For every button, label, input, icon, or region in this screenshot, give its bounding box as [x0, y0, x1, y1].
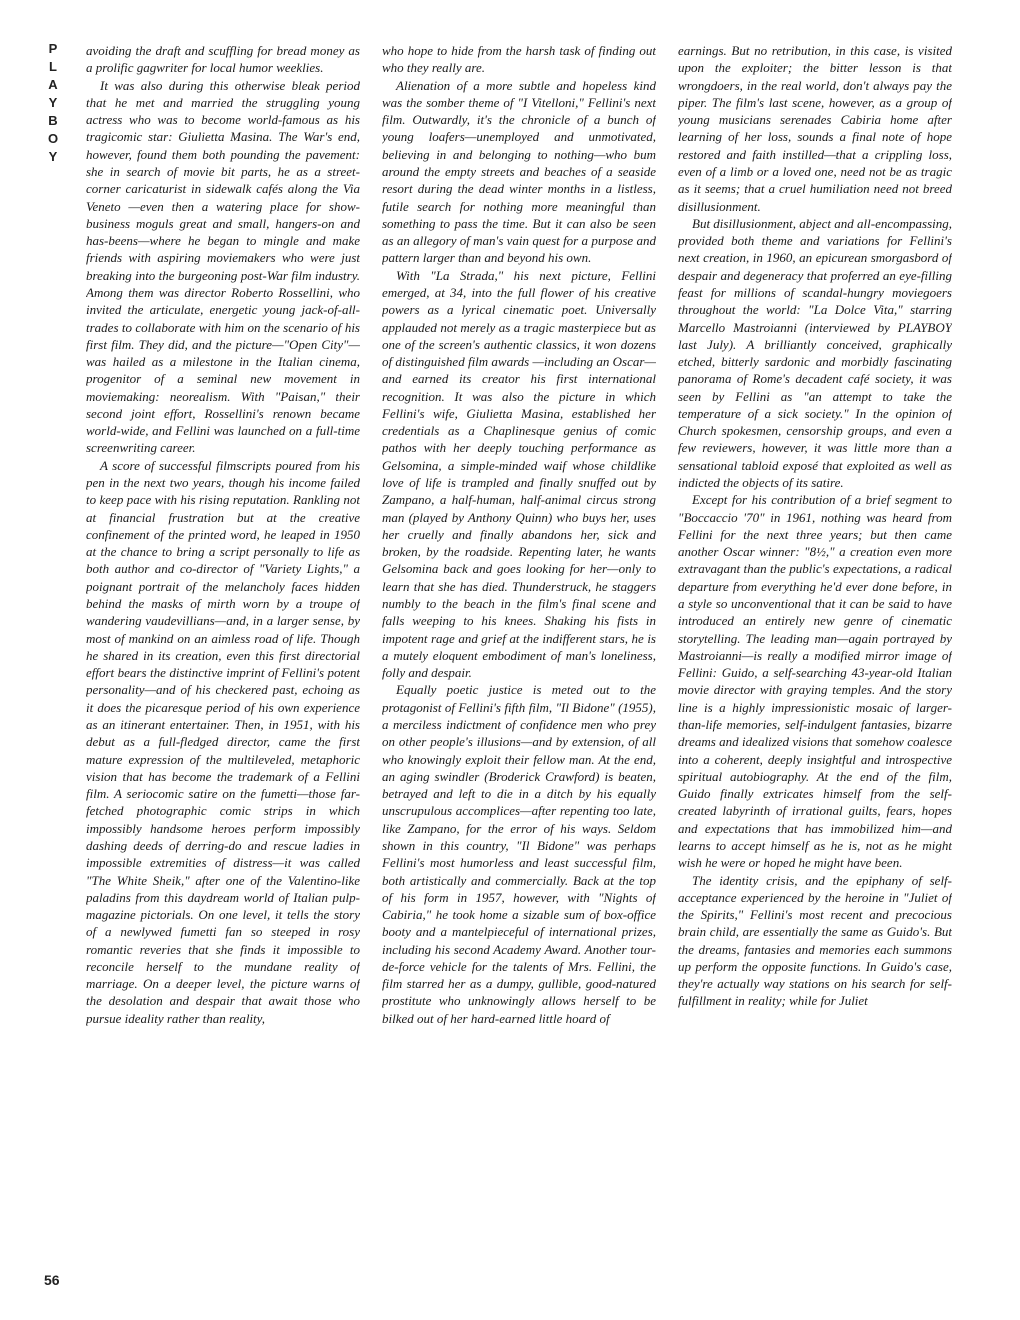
- paragraph: avoiding the draft and scuffling for bread money as a prolific gagwriter for local humor weeklies.: [86, 43, 360, 76]
- paragraph: Equally poetic justice is meted out to the protagonist of Fellini's fifth film, "Il Bidone" (1955), a merciless indictment of confidence men who prey on other people's illusions—and by extension, of all who knowingly exploit their fellow man. At the end, an aging swindler (Broderick Crawford) is beaten, betrayed and left to die in a ditch by his equally unscrupulous accomplices—after repenting too late, like Zampano, for the error of his ways. Seldom shown in this country, "Il Bidone" was perhaps Fellini's most humorless and least successful film, both artistically and commercially. Back at the top of his form in 1957, however, with "Nights of Cabiria," he took home a sizable sum of box-office booty and a mantelpieceful of international prizes, including his second Academy Award. Another tour-de-force vehicle for the talents of Mrs. Fellini, the film starred her as a dumpy, gullible, good-natured prostitute who unknowingly allows herself to be bilked out of her hard-earned little hoard of: [382, 682, 656, 1026]
- magazine-name-letter: Y: [48, 149, 58, 164]
- column-2: [382, 42, 656, 1270]
- paragraph: A score of successful filmscripts poured from his pen in the next two years, though his income failed to keep pace with his rising reputation. Rankling not at financial frustration but at the creative confinement of the printed word, he leaped in 1950 at the chance to bring a script personally to life as both author and co-director of "Variety Lights," a poignant portrait of the melancholy faces hidden behind the masks of mirth worn by a troupe of wandering vaudevillians—and, in a larger sense, by most of mankind on an aimless road of life. Though he shared in its creation, even this first directorial effort bears the distinctive imprint of Fellini's potent personality—and of his checkered past, echoing as it does the picaresque period of his own experience as an itinerant entertainer. Then, in 1951, with his debut as a full-fledged director, came the first mature expression of the multileveled, metaphoric vision that has become the trademark of a Fellini film. A seriocomic satire on the fumetti—those far-fetched photographic comic strips in which impossibly handsome heroes perform impossibly dashing deeds of derring-do and rescue ladies in impossible extremities of distress—it was called "The White Sheik," after one of the Valentino-like paladins from this daydream world of Italian pulp-magazine pictorials. On one level, it tells the story of a newlywed fumetti fan so steeped in rosy romantic reveries that she finds it impossible to reconcile herself to the mundane reality of marriage. On a deeper level, the picture warns of the desolation and despair that await those who pursue ideality rather than reality,: [86, 457, 360, 1026]
- paragraph: With "La Strada," his next picture, Fellini emerged, at 34, into the full flower of his creative powers as a lyrical cinematic poet. Universally applauded not merely as a tragic masterpiece but as one of the screen's authentic classics, it won dozens of distinguished film awards —including an Oscar—and earned its creator his first international recognition. It was also the picture in which Fellini's wife, Giulietta Masina, established her credentials as a Chaplinesque genius of comic pathos with her deeply touching performance as Gelsomina, a simple-minded waif whose childlike love of life is trampled and finally snuffed out by Zampano, a half-human, half-animal circus strong man (played by Anthony Quinn) who buys her, uses her cruelly and finally abandons her, sick and broken, by the roadside. Repenting later, he wants Gelsomina back and goes looking for her—only to learn that she has died. Thunderstruck, he staggers numbly to the beach in the film's final scene and falls weeping to his knees. Shaking his fists in impotent rage and grief at the indifferent stars, he is a mutely eloquent embodiment of man's loneliness, folly and despair.: [382, 267, 656, 681]
- magazine-name-letter: P: [48, 41, 58, 56]
- paragraph: Except for his contribution of a brief segment to "Boccaccio '70" in 1961, nothing was heard from Fellini for the next three years; but then came another Oscar winner: "8½," a creation even more extravagant than the public's expectations, a radical departure from everything he'd ever done before, in a style so unconventional that it can be said to have introduced an entirely new genre of cinematic storytelling. The leading man—again portrayed by Mastroianni—is really a modified mirror image of Fellini: Guido, a self-searching 43-year-old Italian movie director with graying temples. And the story line is a highly impressionistic mosaic of larger-than-life memories, self-indulgent fantasies, bizarre dreams and idealized visions that somehow coalesce into a coherent, deeply insightful and introspective spiritual autobiography. At the end of the film, Guido finally extricates himself from the self-created labyrinth of irrational guilts, fears, hopes and expectations that has immobilized him—and learns to accept himself as he is, not as he might wish he were or hoped he might have been.: [678, 492, 952, 871]
- paragraph: earnings. But no retribution, in this case, is visited upon the exploiter; the bitter lesson is that wrongdoers, in the real world, don't always pay the piper. The film's last scene, however, as a group of young musicians serenades Cabiria home after learning of her loss, sounds a final note of hope restored and faith instilled—that a crippling loss, even of a limb or a loved one, need not be as tragic as it seems; that a cruel humiliation need not breed disillusionment.: [678, 43, 952, 214]
- magazine-name-letter: B: [48, 113, 58, 128]
- article-body: [86, 42, 984, 1270]
- paragraph: It was also during this otherwise bleak period that he met and married the struggling young actress who was to become world-famous as his tragicomic star: Giulietta Masina. The War's end, however, found them both pounding the pavement: she in search of movie bit parts, he as a street-corner caricaturist in sidewalk cafés along the Via Veneto —even then a watering place for show-business moguls great and small, hangers-on and has-beens—where he began to mingle and make friends with aspiring moviemakers who were just breaking into the burgeoning post-War film industry. Among them was director Roberto Rossellini, who invited the articulate, energetic young jack-of-all-trades to collaborate with him on the scenario of his first film. They did, and the picture—"Open City"—was hailed as a milestone in the Italian cinema, progenitor of a seminal new movement in moviemaking: neorealism. With "Paisan," their second joint effort, Rossellini's renown became world-wide, and Fellini was launched on a full-time screenwriting career.: [86, 77, 360, 456]
- paragraph: Alienation of a more subtle and hopeless kind was the somber theme of "I Vitelloni," Fellini's next film. Outwardly, it's the chronicle of a bunch of young loafers—unemployed and unmotivated, believing in and belonging to nothing—who bum around the empty streets and beaches of a seaside resort during the dead winter months in a listless, futile search for nothing more meaningful than something to pass the time. But it can also be seen as an allegory of man's vain quest for a purpose and pattern larger than and beyond his own.: [382, 77, 656, 266]
- column-1: [86, 42, 360, 1270]
- paragraph: But disillusionment, abject and all-encompassing, provided both theme and variations for Fellini's next creation, in 1960, an epicurean smorgasbord of despair and degeneracy that proferred an eye-filling feast for millions of scandal-hungry moviegoers throughout the world: "La Dolce Vita," starring Marcello Mastroianni (interviewed by PLAYBOY last July). A brilliantly conceived, graphically etched, bitterly sardonic and morbidly fascinating panorama of Rome's decadent café society, it was seen by Fellini as "an attempt to take the temperature of a sick society." In the opinion of Church spokesmen, censorship groups, and even a few reviewers, however, it was little more than a sensational tabloid exposé that exploited as well as indicted the objects of its satire.: [678, 215, 952, 491]
- magazine-name-letter: L: [49, 59, 57, 74]
- magazine-name-letter: O: [47, 131, 59, 146]
- paragraph: The identity crisis, and the epiphany of self-acceptance experienced by the heroine in "Juliet of the Spirits," Fellini's most recent and precocious brain child, are essentially the same as Guido's. But the dreams, fantasies and memories each summons up perform the opposite functions. In Guido's case, they're actually way stations on his search for self-fulfillment in reality; while for Juliet: [678, 872, 952, 1009]
- magazine-name-letter: A: [48, 77, 58, 92]
- magazine-name-letter: Y: [48, 95, 58, 110]
- magazine-name-vertical: [40, 40, 66, 166]
- paragraph: who hope to hide from the harsh task of finding out who they really are.: [382, 43, 656, 76]
- page-number: 56: [44, 1272, 60, 1288]
- column-3: [678, 42, 952, 1270]
